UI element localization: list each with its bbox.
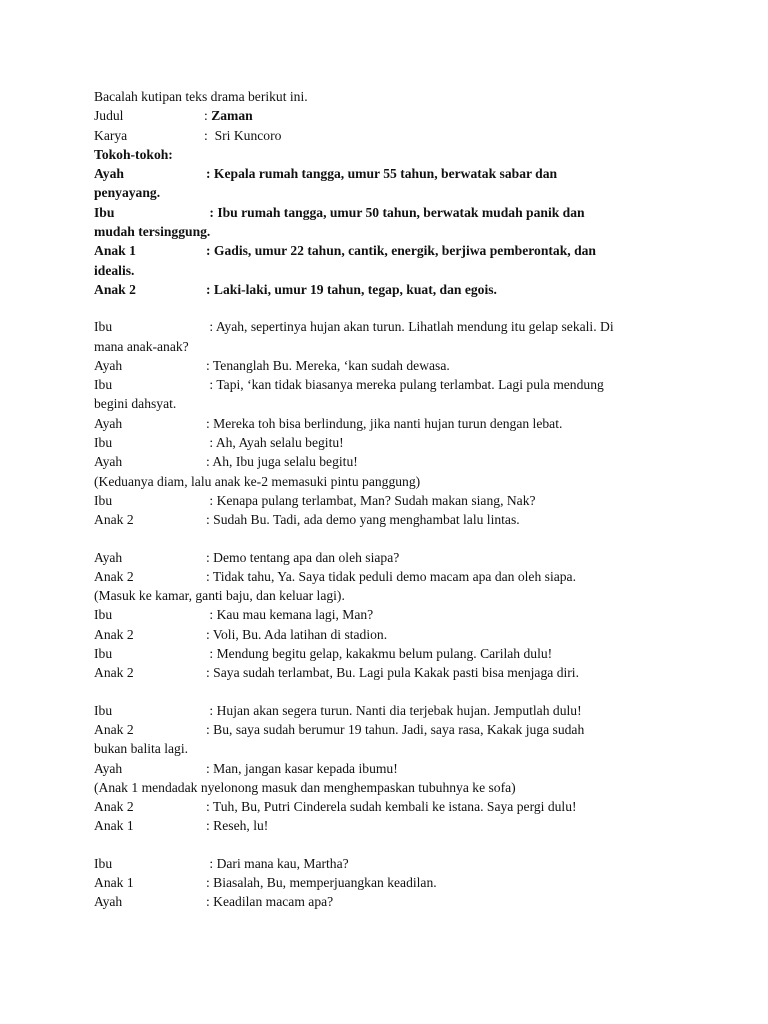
speaker-name: Anak 2 <box>94 799 134 815</box>
dialogue-text: : Kau mau kemana lagi, Man? <box>206 607 374 623</box>
dialogue-continued: begini dahsyat. <box>94 396 177 412</box>
section-gap <box>94 683 694 701</box>
dialogue-line <box>94 644 694 663</box>
speaker-name: Ayah <box>94 760 123 776</box>
dialogue-text: : Tuh, Bu, Putri Cinderela sudah kembali ke istana. Saya pergi dulu! <box>206 799 577 815</box>
character-description: : Laki-laki, umur 19 tahun, tegap, kuat, dan egois. <box>206 281 497 297</box>
dialogue-line <box>94 452 694 471</box>
dialogue-text: : Ah, Ayah selalu begitu! <box>206 435 344 451</box>
dialogue-text: : Mereka toh bisa berlindung, jika nanti hujan turun dengan lebat. <box>206 415 563 431</box>
dialogue-text: : Ah, Ibu juga selalu begitu! <box>206 454 358 470</box>
drama-excerpt <box>94 87 694 912</box>
dialogue-text: : Saya sudah terlambat, Bu. Lagi pula Kakak pasti bisa menjaga diri. <box>206 665 579 681</box>
character-description: : Gadis, umur 22 tahun, cantik, energik, berjiwa pemberontak, dan <box>206 243 596 259</box>
dialogue-text: : Kenapa pulang terlambat, Man? Sudah makan siang, Nak? <box>206 492 536 508</box>
dialogue-text: : Man, jangan kasar kepada ibumu! <box>206 760 398 776</box>
dialogue-line <box>94 510 694 529</box>
karya-label: Karya <box>94 127 128 143</box>
speaker-name: Anak 2 <box>94 568 134 584</box>
section-gap <box>94 299 694 317</box>
dialogue-line <box>94 759 694 778</box>
dialogue-line <box>94 356 694 375</box>
dialogue-continued: bukan balita lagi. <box>94 741 188 757</box>
speaker-name: Anak 2 <box>94 512 134 528</box>
character-description: : Kepala rumah tangga, umur 55 tahun, berwatak sabar dan <box>206 166 558 182</box>
character-name: Anak 1 <box>94 243 136 259</box>
dialogue-text: : Tidak tahu, Ya. Saya tidak peduli demo macam apa dan oleh siapa. <box>206 568 576 584</box>
stage-direction: (Keduanya diam, lalu anak ke-2 memasuki pintu panggung) <box>94 473 421 489</box>
dialogue-line <box>94 854 694 873</box>
dialogue-list <box>94 317 694 911</box>
speaker-name: Ibu <box>94 319 113 335</box>
stage-direction: (Masuk ke kamar, ganti baju, dan keluar lagi). <box>94 588 345 604</box>
dialogue-text: : Mendung begitu gelap, kakakmu belum pulang. Carilah dulu! <box>206 646 553 662</box>
speaker-name: Ayah <box>94 549 123 565</box>
dialogue-line <box>94 797 694 816</box>
speaker-name: Ibu <box>94 855 113 871</box>
speaker-name: Ibu <box>94 435 113 451</box>
dialogue-line <box>94 548 694 567</box>
character-description-continued: idealis. <box>94 262 135 278</box>
speaker-name: Anak 1 <box>94 818 134 834</box>
speaker-name: Anak 2 <box>94 665 134 681</box>
speaker-name: Anak 2 <box>94 626 134 642</box>
dialogue-line <box>94 720 694 739</box>
dialogue-text: : Sudah Bu. Tadi, ada demo yang menghambat lalu lintas. <box>206 512 520 528</box>
dialogue-text: : Keadilan macam apa? <box>206 894 334 910</box>
speaker-name: Anak 1 <box>94 874 134 890</box>
speaker-name: Ayah <box>94 415 123 431</box>
judul-row <box>94 106 694 125</box>
intro-text: Bacalah kutipan teks drama berikut ini. <box>94 89 308 104</box>
tokoh-heading: Tokoh-tokoh: <box>94 146 173 162</box>
judul-label: Judul <box>94 108 124 124</box>
dialogue-text: : Tapi, ‘kan tidak biasanya mereka pulang terlambat. Lagi pula mendung <box>206 377 604 393</box>
dialogue-text: : Ayah, sepertinya hujan akan turun. Lihatlah mendung itu gelap sekali. Di <box>206 319 614 335</box>
judul-value: Zaman <box>211 108 253 124</box>
character-row <box>94 241 694 260</box>
dialogue-line <box>94 605 694 624</box>
dialogue-line <box>94 663 694 682</box>
section-gap <box>94 836 694 854</box>
speaker-name: Ibu <box>94 377 113 393</box>
character-description-continued: mudah tersinggung. <box>94 224 211 240</box>
dialogue-text: : Bu, saya sudah berumur 19 tahun. Jadi, saya rasa, Kakak juga sudah <box>206 721 585 737</box>
speaker-name: Ibu <box>94 607 113 623</box>
speaker-name: Ayah <box>94 357 123 373</box>
dialogue-line <box>94 873 694 892</box>
speaker-name: Ibu <box>94 702 113 718</box>
dialogue-line <box>94 892 694 911</box>
dialogue-text: : Reseh, lu! <box>206 818 269 834</box>
dialogue-text: : Demo tentang apa dan oleh siapa? <box>206 549 400 565</box>
dialogue-line <box>94 625 694 644</box>
character-row <box>94 203 694 222</box>
karya-separator: : <box>204 127 215 143</box>
character-row <box>94 164 694 183</box>
dialogue-line <box>94 567 694 586</box>
character-description-continued: penyayang. <box>94 185 161 201</box>
character-name: Anak 2 <box>94 281 136 297</box>
speaker-name: Ayah <box>94 894 123 910</box>
character-description: : Ibu rumah tangga, umur 50 tahun, berwatak mudah panik dan <box>206 204 585 220</box>
character-name: Ayah <box>94 166 124 182</box>
dialogue-text: : Biasalah, Bu, memperjuangkan keadilan. <box>206 874 437 890</box>
karya-value: Sri Kuncoro <box>214 127 282 143</box>
dialogue-text: : Voli, Bu. Ada latihan di stadion. <box>206 626 388 642</box>
speaker-name: Ayah <box>94 454 123 470</box>
dialogue-text: : Dari mana kau, Martha? <box>206 855 349 871</box>
section-gap <box>94 530 694 548</box>
speaker-name: Ibu <box>94 492 113 508</box>
character-list <box>94 164 694 299</box>
character-name: Ibu <box>94 204 115 220</box>
speaker-name: Ibu <box>94 646 113 662</box>
dialogue-line <box>94 701 694 720</box>
dialogue-line <box>94 816 694 835</box>
dialogue-continued: mana anak-anak? <box>94 338 189 354</box>
dialogue-line <box>94 317 694 336</box>
judul-separator: : <box>204 108 212 124</box>
dialogue-line <box>94 414 694 433</box>
karya-row <box>94 126 694 145</box>
dialogue-line <box>94 433 694 452</box>
dialogue-text: : Tenanglah Bu. Mereka, ‘kan sudah dewasa. <box>206 357 450 373</box>
dialogue-text: : Hujan akan segera turun. Nanti dia terjebak hujan. Jemputlah dulu! <box>206 702 582 718</box>
character-row <box>94 280 694 299</box>
stage-direction: (Anak 1 mendadak nyelonong masuk dan menghempaskan tubuhnya ke sofa) <box>94 779 516 795</box>
speaker-name: Anak 2 <box>94 721 134 737</box>
dialogue-line <box>94 491 694 510</box>
dialogue-line <box>94 375 694 394</box>
